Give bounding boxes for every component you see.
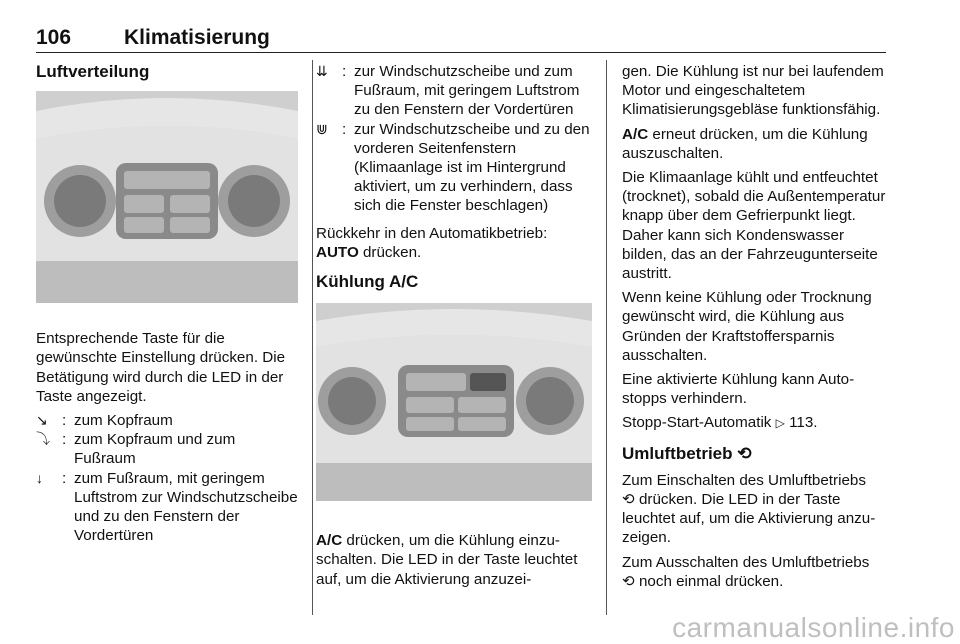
- climate-panel-illustration: [36, 91, 298, 303]
- paragraph: Wenn keine Kühlung oder Trocknung gewünscht wird, die Kühlung aus Gründen der Kraftstoffersparnis ausschalten.: [622, 289, 872, 364]
- page-header: [36, 24, 886, 53]
- ac-label: A/C: [316, 532, 343, 550]
- column-divider-2: [606, 60, 607, 615]
- def-item: ↘ : zum Kopfraum: [36, 411, 300, 430]
- airflow-feet-icon: ↓: [36, 469, 43, 486]
- def-text: zum Kopfraum und zum Fußraum: [74, 431, 236, 468]
- paragraph: gen. Die Kühlung ist nur bei laufendem Motor und eingeschaltetem Klimatisierungsgebläse funktionsfähig.: [622, 63, 884, 119]
- paragraph: Eine aktivierte Kühlung kann Autostopps verhindern.: [622, 371, 855, 408]
- airflow-head-icon: ↘: [36, 412, 48, 429]
- def-item: ↓ : zum Fußraum, mit geringem Luftstrom zur Windschutzscheibe und zu den Fenstern der Vordertüren: [36, 469, 300, 546]
- def-item: ⋓ : zur Windschutzscheibe und zu den vorderen Seitenfenstern (Klimaanlage ist im Hintergrund aktiviert, um zu verhindern, dass sich die Fenster beschlagen): [316, 120, 596, 216]
- paragraph: A/C erneut drücken, um die Kühlung auszuschalten.: [622, 125, 868, 162]
- airflow-windscreen-feet-icon: ⇊: [316, 63, 328, 79]
- ac-label: A/C: [622, 125, 649, 143]
- climate-panel-photo-2: [316, 303, 592, 501]
- auto-label: AUTO: [316, 243, 359, 261]
- page-title: Klimatisierung: [124, 26, 270, 49]
- column-1: [36, 62, 300, 545]
- paragraph: Die Klimaanlage kühlt und entfeuchtet (trocknet), sobald die Außentemperatur knapp über dem Gefrierpunkt liegt. Daher kann sich Kondenswasser bilden, das an der Fahrzeugunterseite austritt.: [622, 169, 886, 283]
- watermark: carmanualsonline.info: [672, 612, 955, 643]
- recirculation-icon: ⟲: [737, 443, 752, 463]
- paragraph: Zum Ausschalten des Umluftbetriebs ⟲ noch einmal drücken.: [622, 553, 870, 590]
- climate-panel-ac-illustration: [316, 303, 592, 501]
- defrost-icon: ⋓: [316, 120, 328, 137]
- def-text: zum Fußraum, mit geringem Luftstrom zur Windschutzscheibe und zu den Fenstern der Vordertüren: [74, 469, 298, 545]
- def-text: zur Windschutzscheibe und zu den vorderen Seitenfenstern (Klimaanlage ist im Hintergrund aktiviert, um zu verhindern, dass sich die Fenster beschlagen): [354, 120, 590, 215]
- def-item: ⤵ : zum Kopfraum und zum Fußraum: [36, 430, 300, 468]
- section-heading-luftverteilung: Luftverteilung: [36, 62, 150, 81]
- airflow-head-feet-icon: ⤵: [36, 431, 50, 448]
- climate-panel-photo-1: [36, 91, 298, 303]
- def-text: zur Windschutzscheibe und zum Fußraum, mit geringem Luftstrom zu den Fenstern der Vordertüren: [354, 63, 580, 119]
- column-divider-1: [312, 60, 313, 615]
- section-heading-umluftbetrieb: Umluftbetrieb ⟲: [622, 443, 752, 463]
- def-text: zum Kopfraum: [74, 412, 173, 430]
- intro-text: Entsprechende Taste für die gewünschte Einstellung drücken. Die Betätigung wird durch die LED in der Taste angezeigt.: [36, 330, 286, 405]
- ac-on-text: A/C drücken, um die Kühlung einzuschalten. Die LED in der Taste leuchtet auf, um die Aktivierung anzuzei-: [316, 532, 578, 588]
- section-heading-kuehlung: Kühlung A/C: [316, 272, 419, 292]
- page-ref-icon: ▷: [775, 416, 785, 431]
- column-2: [316, 62, 596, 594]
- recirculation-icon: ⟲: [622, 572, 635, 590]
- page-number: 106: [36, 26, 72, 49]
- paragraph: Zum Einschalten des Umluftbetriebs ⟲ drücken. Die LED in der Taste leuchtet auf, um die Aktivierung anzuzeigen.: [622, 471, 876, 547]
- paragraph: Stopp-Start-Automatik ▷ 113.: [622, 414, 818, 432]
- recirculation-icon: ⟲: [622, 491, 635, 509]
- def-item: ⇊ : zur Windschutzscheibe und zum Fußraum, mit geringem Luftstrom zu den Fenstern der Vordertüren: [316, 62, 596, 120]
- return-auto-text: Rückkehr in den Automatikbetrieb: AUTO drücken.: [316, 224, 548, 261]
- column-3: [622, 62, 888, 596]
